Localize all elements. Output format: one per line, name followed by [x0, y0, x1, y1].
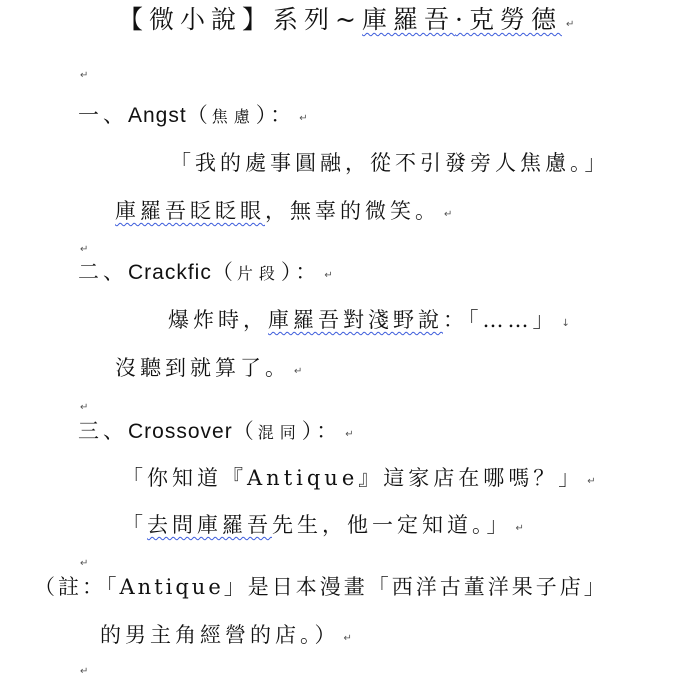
spellcheck-underlined-text: 庫羅吾眨眨眼: [115, 199, 265, 223]
footnote-line: [100, 621, 352, 653]
body-text: ：「……」: [443, 308, 558, 332]
section-name: Crossover: [128, 420, 233, 443]
body-line: [122, 464, 596, 496]
paragraph-mark-icon: ↵: [587, 476, 596, 487]
section-name: Angst: [128, 104, 187, 127]
footnote-text: 的男主角經營的店。）: [100, 623, 340, 647]
section-heading-1: [78, 101, 308, 133]
section-number: 一、: [78, 103, 128, 127]
body-text: 「: [122, 513, 147, 537]
footnote-text: （註：「Antique」是日本漫畫「西洋古董洋果子店」: [34, 575, 608, 599]
paragraph-mark-icon: ↵: [80, 70, 89, 81]
paragraph-mark-icon: ↵: [565, 19, 575, 30]
spellcheck-underlined-text: 去問庫羅吾: [147, 513, 272, 537]
paragraph-mark-icon: ↵: [294, 366, 303, 377]
paragraph-mark-icon: ↵: [343, 633, 352, 644]
paragraph-mark-icon: ↵: [444, 209, 453, 220]
paragraph-mark-icon: ↵: [80, 558, 89, 569]
body-text: ，無辜的微笑。: [265, 199, 440, 223]
title-name: 庫羅吾: [362, 5, 456, 34]
body-text: 先生，他一定知道。」: [272, 513, 512, 537]
section-paren-close: ）：: [280, 260, 321, 284]
paragraph-mark-icon: ↵: [299, 113, 308, 124]
empty-paragraph: [80, 654, 88, 686]
section-heading-2: [78, 258, 333, 290]
paragraph-mark-icon: ↵: [80, 402, 89, 413]
body-text: 沒聽到就算了。: [115, 356, 290, 380]
section-paren-close: ）：: [301, 419, 342, 443]
empty-paragraph: [80, 58, 88, 90]
section-heading-3: [78, 417, 354, 449]
body-line: [115, 354, 302, 386]
paragraph-mark-icon: ↵: [80, 244, 89, 255]
body-text: 「你知道『Antique』這家店在哪嗎？」: [122, 466, 584, 490]
section-paren-close: ）：: [255, 103, 296, 127]
section-subtitle: 片段: [236, 264, 281, 283]
paragraph-mark-icon: ↵: [515, 523, 524, 534]
title-series-label: 微小說: [149, 5, 243, 34]
section-subtitle: 混同: [257, 423, 302, 442]
title-open-bracket: 【: [118, 5, 150, 34]
section-paren-open: （: [211, 260, 237, 284]
section-subtitle: 焦慮: [211, 107, 256, 126]
paragraph-mark-icon: ↵: [345, 429, 354, 440]
section-paren-open: （: [186, 103, 212, 127]
line-break-mark-icon: ↓: [561, 318, 570, 329]
title-surname: 克勞德: [468, 5, 562, 34]
spellcheck-underlined-text: 庫羅吾對淺野說: [268, 308, 443, 332]
title-close-bracket: 】: [242, 5, 274, 34]
paragraph-mark-icon: ↵: [324, 270, 333, 281]
section-number: 二、: [78, 260, 128, 284]
title-series-word: 系列~: [273, 5, 362, 34]
title-dot: ·: [455, 5, 469, 34]
footnote-line: [34, 573, 608, 601]
body-line: [168, 306, 570, 338]
title-character-name: [362, 5, 562, 34]
section-paren-open: （: [232, 419, 258, 443]
page-title: [118, 6, 574, 39]
body-line: [170, 149, 610, 177]
body-line: [115, 197, 452, 229]
section-name: Crackfic: [128, 261, 212, 284]
body-text: 「我的處事圓融，從不引發旁人焦慮。」: [170, 151, 610, 175]
body-text: 爆炸時，: [168, 308, 268, 332]
body-line: [122, 511, 524, 543]
section-number: 三、: [78, 419, 128, 443]
paragraph-mark-icon: ↵: [80, 666, 89, 677]
